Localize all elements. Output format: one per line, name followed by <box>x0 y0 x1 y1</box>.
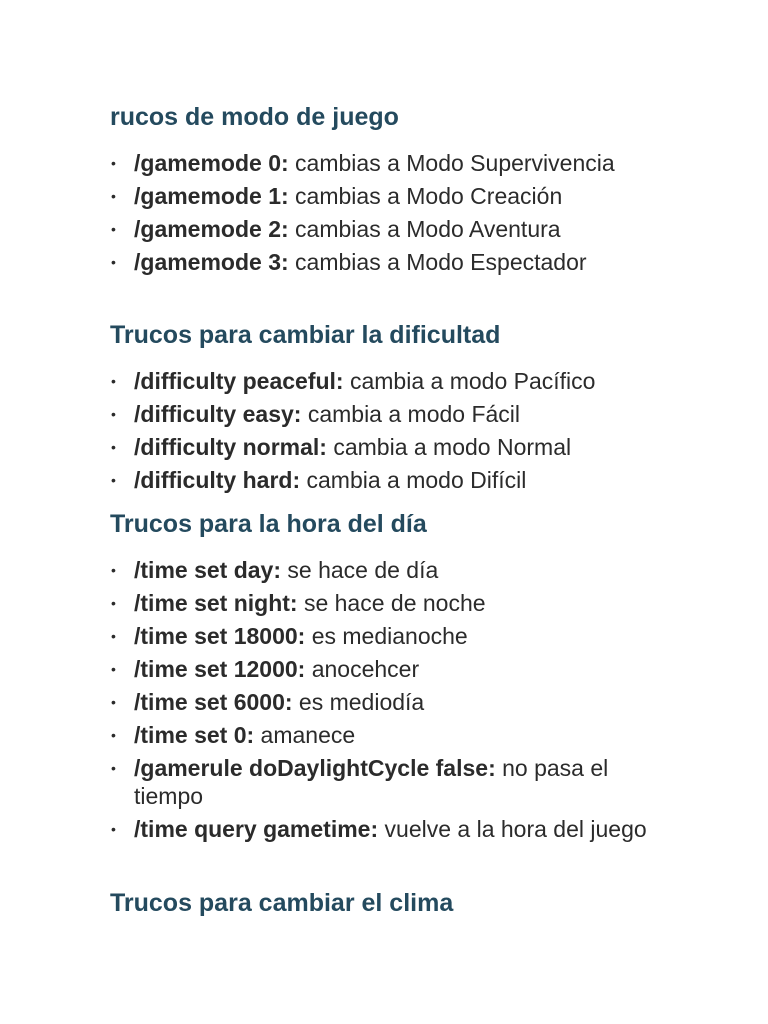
command-text: /time set 18000: <box>134 623 306 649</box>
list-item <box>110 688 650 716</box>
command-text: /difficulty peaceful: <box>134 368 344 394</box>
list-item <box>110 400 650 428</box>
list-item <box>110 622 650 650</box>
bullet: • <box>111 155 116 171</box>
command-text: /time set night: <box>134 590 298 616</box>
command-text: /gamemode 2: <box>134 216 289 242</box>
command-text: /difficulty hard: <box>134 467 301 493</box>
bullet: • <box>111 562 116 578</box>
list-item <box>110 367 650 395</box>
command-description: no pasa el tiempo <box>134 755 609 809</box>
bullet: • <box>111 628 116 644</box>
command-text: /gamemode 1: <box>134 183 289 209</box>
list-item <box>110 248 650 276</box>
bullet: • <box>111 661 116 677</box>
list-item <box>110 466 650 494</box>
bullet: • <box>111 254 116 270</box>
list-item <box>110 182 650 210</box>
command-description: anocehcer <box>305 656 420 682</box>
bullet: • <box>111 439 116 455</box>
list-item <box>110 754 650 810</box>
section-heading-gamemode: rucos de modo de juego <box>110 103 399 131</box>
command-description: es mediodía <box>292 689 425 715</box>
bullet: • <box>111 188 116 204</box>
list-time <box>110 556 650 848</box>
section-heading-difficulty: Trucos para cambiar la dificultad <box>110 321 501 349</box>
command-text: /time set 0: <box>134 722 255 748</box>
list-item <box>110 433 650 461</box>
section-heading-time: Trucos para la hora del día <box>110 510 427 538</box>
command-description: se hace de día <box>281 557 439 583</box>
bullet: • <box>111 760 116 776</box>
bullet: • <box>111 727 116 743</box>
command-description: cambia a modo Normal <box>326 434 572 460</box>
command-description: cambias a Modo Aventura <box>288 216 561 242</box>
list-item <box>110 721 650 749</box>
bullet: • <box>111 406 116 422</box>
command-text: /time set 12000: <box>134 656 306 682</box>
bullet: • <box>111 821 116 837</box>
command-description: cambias a Modo Espectador <box>288 249 587 275</box>
command-text: /difficulty easy: <box>134 401 302 427</box>
section-heading-weather: Trucos para cambiar el clima <box>110 889 454 917</box>
list-item <box>110 815 650 843</box>
command-text: /gamerule doDaylightCycle false: <box>134 755 496 781</box>
bullet: • <box>111 472 116 488</box>
list-item <box>110 556 650 584</box>
bullet: • <box>111 221 116 237</box>
command-text: /time set day: <box>134 557 281 583</box>
command-description: amanece <box>254 722 356 748</box>
command-description: se hace de noche <box>297 590 486 616</box>
list-item <box>110 655 650 683</box>
list-difficulty <box>110 367 650 499</box>
list-item <box>110 149 650 177</box>
command-text: /time query gametime: <box>134 816 379 842</box>
list-item <box>110 215 650 243</box>
command-description: cambia a modo Fácil <box>301 401 521 427</box>
list-gamemode <box>110 149 650 281</box>
command-description: es medianoche <box>305 623 468 649</box>
command-description: cambias a Modo Supervivencia <box>288 150 615 176</box>
bullet: • <box>111 373 116 389</box>
command-description: vuelve a la hora del juego <box>378 816 647 842</box>
list-item <box>110 589 650 617</box>
command-text: /time set 6000: <box>134 689 293 715</box>
command-description: cambias a Modo Creación <box>288 183 563 209</box>
command-text: /gamemode 0: <box>134 150 289 176</box>
bullet: • <box>111 595 116 611</box>
command-text: /difficulty normal: <box>134 434 327 460</box>
command-description: cambia a modo Pacífico <box>343 368 596 394</box>
command-text: /gamemode 3: <box>134 249 289 275</box>
bullet: • <box>111 694 116 710</box>
command-description: cambia a modo Difícil <box>300 467 527 493</box>
